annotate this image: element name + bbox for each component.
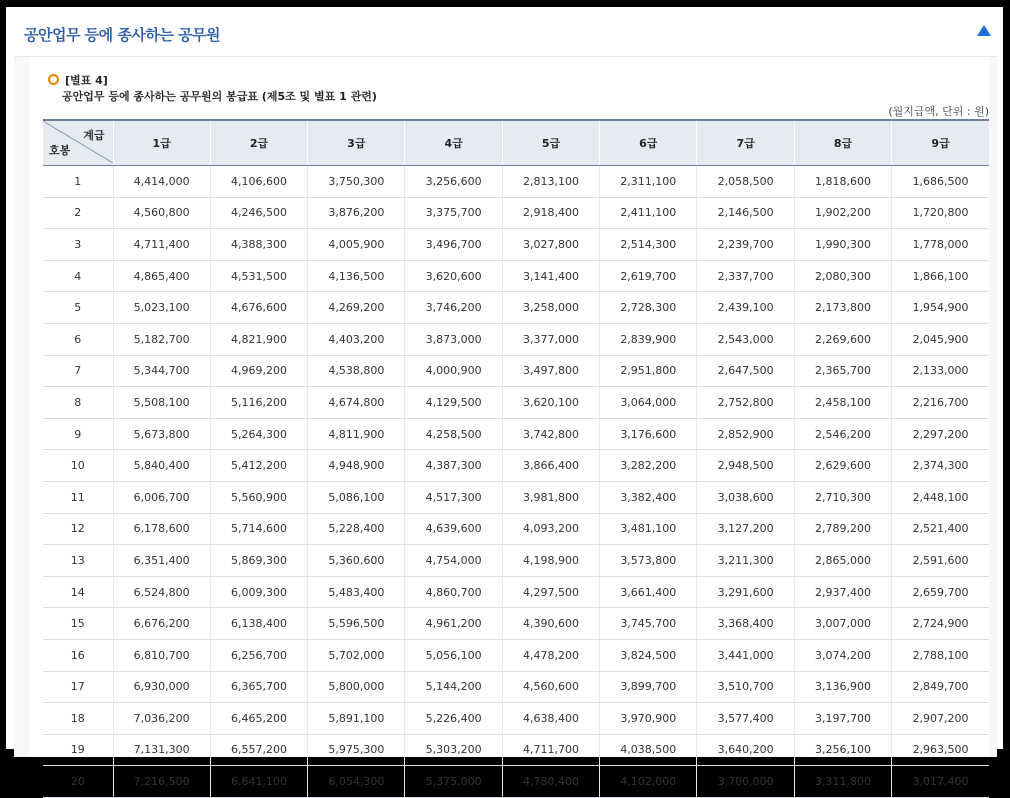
salary-cell: 3,074,200: [794, 639, 891, 671]
step-cell: 17: [43, 671, 113, 703]
salary-cell: 4,478,200: [502, 639, 599, 671]
section-title: 공안업무 등에 종사하는 공무원: [24, 26, 221, 44]
step-cell: 14: [43, 576, 113, 608]
step-cell: 16: [43, 639, 113, 671]
salary-cell: 3,746,200: [405, 292, 502, 324]
salary-cell: 3,573,800: [600, 545, 697, 577]
grade-header-cell: 2급: [210, 120, 307, 166]
step-cell: 11: [43, 481, 113, 513]
salary-cell: 2,963,500: [892, 734, 989, 766]
table-row: [43, 576, 989, 608]
salary-cell: 4,676,600: [210, 292, 307, 324]
salary-cell: 4,106,600: [210, 166, 307, 198]
table-row: [43, 639, 989, 671]
salary-cell: 2,239,700: [697, 229, 794, 261]
salary-cell: 3,745,700: [600, 608, 697, 640]
salary-cell: 3,256,100: [794, 734, 891, 766]
step-cell: 15: [43, 608, 113, 640]
salary-cell: 5,412,200: [210, 450, 307, 482]
salary-cell: 6,524,800: [113, 576, 210, 608]
salary-cell: 2,045,900: [892, 323, 989, 355]
salary-cell: 3,824,500: [600, 639, 697, 671]
salary-cell: 3,496,700: [405, 229, 502, 261]
salary-cell: 2,058,500: [697, 166, 794, 198]
salary-cell: 4,560,600: [502, 671, 599, 703]
table-row: [43, 766, 989, 798]
salary-cell: 1,778,000: [892, 229, 989, 261]
salary-cell: 5,023,100: [113, 292, 210, 324]
salary-cell: 5,891,100: [308, 703, 405, 735]
salary-cell: 6,465,200: [210, 703, 307, 735]
salary-cell: 4,711,400: [113, 229, 210, 261]
salary-cell: 6,009,300: [210, 576, 307, 608]
salary-cell: 5,144,200: [405, 671, 502, 703]
table-row: [43, 608, 989, 640]
table-row: [43, 166, 989, 198]
table-row: [43, 545, 989, 577]
salary-cell: 2,724,900: [892, 608, 989, 640]
salary-cell: 2,216,700: [892, 387, 989, 419]
salary-cell: 4,129,500: [405, 387, 502, 419]
salary-cell: 2,907,200: [892, 703, 989, 735]
salary-cell: 2,629,600: [794, 450, 891, 482]
salary-cell: 4,711,700: [502, 734, 599, 766]
salary-cell: 5,714,600: [210, 513, 307, 545]
salary-cell: 2,365,700: [794, 355, 891, 387]
salary-cell: 5,264,300: [210, 418, 307, 450]
salary-cell: 2,411,100: [600, 197, 697, 229]
salary-cell: 6,006,700: [113, 481, 210, 513]
corner-grade-label: 계급: [83, 129, 105, 142]
salary-cell: 6,256,700: [210, 639, 307, 671]
salary-cell: 3,211,300: [697, 545, 794, 577]
bullet-circle-icon: [48, 74, 59, 85]
salary-cell: 3,620,600: [405, 260, 502, 292]
salary-cell: 2,173,800: [794, 292, 891, 324]
salary-cell: 4,560,800: [113, 197, 210, 229]
salary-cell: 4,269,200: [308, 292, 405, 324]
salary-cell: 3,377,000: [502, 323, 599, 355]
section-content: [14, 57, 997, 789]
salary-cell: 3,899,700: [600, 671, 697, 703]
salary-cell: 4,860,700: [405, 576, 502, 608]
salary-cell: 5,800,000: [308, 671, 405, 703]
salary-cell: 5,508,100: [113, 387, 210, 419]
salary-cell: 3,382,400: [600, 481, 697, 513]
salary-cell: 4,038,500: [600, 734, 697, 766]
salary-cell: 2,514,300: [600, 229, 697, 261]
salary-cell: 1,818,600: [794, 166, 891, 198]
caption-description: 공안업무 등에 종사하는 공무원의 봉급표 (제5조 및 별표 1 관련): [62, 90, 377, 103]
salary-cell: 5,086,100: [308, 481, 405, 513]
salary-cell: 2,865,000: [794, 545, 891, 577]
salary-cell: 1,866,100: [892, 260, 989, 292]
grade-header-cell: 7급: [697, 120, 794, 166]
salary-cell: 5,344,700: [113, 355, 210, 387]
salary-cell: 4,638,400: [502, 703, 599, 735]
table-row: [43, 703, 989, 735]
salary-cell: 5,360,600: [308, 545, 405, 577]
salary-cell: 5,226,400: [405, 703, 502, 735]
grade-header-cell: 8급: [794, 120, 891, 166]
salary-cell: 2,146,500: [697, 197, 794, 229]
salary-cell: 5,975,300: [308, 734, 405, 766]
salary-cell: 3,282,200: [600, 450, 697, 482]
salary-cell: 3,577,400: [697, 703, 794, 735]
salary-cell: 2,337,700: [697, 260, 794, 292]
salary-table: [43, 119, 989, 798]
page-frame: [6, 7, 1003, 789]
salary-cell: 2,789,200: [794, 513, 891, 545]
salary-cell: 3,700,000: [697, 766, 794, 798]
caption-tag: [별표 4]: [65, 74, 108, 87]
salary-cell: 2,269,600: [794, 323, 891, 355]
salary-cell: 2,948,500: [697, 450, 794, 482]
salary-cell: 3,311,800: [794, 766, 891, 798]
salary-cell: 4,948,900: [308, 450, 405, 482]
salary-cell: 3,750,300: [308, 166, 405, 198]
salary-cell: 2,448,100: [892, 481, 989, 513]
corner-header-cell: [43, 120, 113, 166]
salary-cell: 5,483,400: [308, 576, 405, 608]
salary-cell: 2,813,100: [502, 166, 599, 198]
salary-cell: 2,374,300: [892, 450, 989, 482]
salary-cell: 4,969,200: [210, 355, 307, 387]
unit-note: (월지급액, 단위 : 원): [888, 105, 989, 118]
salary-cell: 4,390,600: [502, 608, 599, 640]
salary-cell: 3,127,200: [697, 513, 794, 545]
salary-cell: 2,521,400: [892, 513, 989, 545]
salary-cell: 5,303,200: [405, 734, 502, 766]
header-row: [43, 120, 989, 166]
salary-cell: 4,811,900: [308, 418, 405, 450]
salary-cell: 2,752,800: [697, 387, 794, 419]
salary-cell: 3,368,400: [697, 608, 794, 640]
salary-cell: 5,228,400: [308, 513, 405, 545]
salary-cell: 3,027,800: [502, 229, 599, 261]
salary-cell: 2,439,100: [697, 292, 794, 324]
salary-cell: 7,131,300: [113, 734, 210, 766]
salary-cell: 3,510,700: [697, 671, 794, 703]
salary-cell: 6,557,200: [210, 734, 307, 766]
salary-cell: 2,951,800: [600, 355, 697, 387]
salary-cell: 3,876,200: [308, 197, 405, 229]
salary-cell: 4,136,500: [308, 260, 405, 292]
step-cell: 1: [43, 166, 113, 198]
salary-cell: 5,673,800: [113, 418, 210, 450]
table-row: [43, 292, 989, 324]
salary-cell: 1,954,900: [892, 292, 989, 324]
salary-cell: 5,056,100: [405, 639, 502, 671]
salary-cell: 2,297,200: [892, 418, 989, 450]
salary-cell: 3,481,100: [600, 513, 697, 545]
step-cell: 7: [43, 355, 113, 387]
salary-cell: 3,970,900: [600, 703, 697, 735]
salary-cell: 3,497,800: [502, 355, 599, 387]
step-cell: 12: [43, 513, 113, 545]
table-panel: [29, 57, 989, 789]
salary-cell: 4,093,200: [502, 513, 599, 545]
step-cell: 2: [43, 197, 113, 229]
salary-cell: 5,560,900: [210, 481, 307, 513]
salary-cell: 7,036,200: [113, 703, 210, 735]
table-row: [43, 671, 989, 703]
table-row: [43, 323, 989, 355]
salary-cell: 5,375,000: [405, 766, 502, 798]
salary-cell: 3,007,000: [794, 608, 891, 640]
step-cell: 18: [43, 703, 113, 735]
salary-cell: 4,821,900: [210, 323, 307, 355]
salary-cell: 4,865,400: [113, 260, 210, 292]
salary-cell: 1,686,500: [892, 166, 989, 198]
salary-cell: 3,197,700: [794, 703, 891, 735]
salary-cell: 3,742,800: [502, 418, 599, 450]
salary-cell: 2,849,700: [892, 671, 989, 703]
salary-cell: 4,387,300: [405, 450, 502, 482]
salary-cell: 6,365,700: [210, 671, 307, 703]
salary-cell: 3,291,600: [697, 576, 794, 608]
salary-cell: 3,258,000: [502, 292, 599, 324]
salary-cell: 6,178,600: [113, 513, 210, 545]
salary-cell: 6,138,400: [210, 608, 307, 640]
grade-header-cell: 1급: [113, 120, 210, 166]
table-row: [43, 481, 989, 513]
salary-cell: 2,647,500: [697, 355, 794, 387]
salary-cell: 4,538,800: [308, 355, 405, 387]
salary-cell: 6,930,000: [113, 671, 210, 703]
table-row: [43, 513, 989, 545]
salary-cell: 4,102,000: [600, 766, 697, 798]
salary-cell: 2,591,600: [892, 545, 989, 577]
salary-cell: 7,216,500: [113, 766, 210, 798]
salary-cell: 4,639,600: [405, 513, 502, 545]
salary-cell: 6,351,400: [113, 545, 210, 577]
table-row: [43, 734, 989, 766]
salary-cell: 1,720,800: [892, 197, 989, 229]
caption-tag-line: [48, 72, 108, 88]
salary-cell: 4,674,800: [308, 387, 405, 419]
salary-cell: 4,258,500: [405, 418, 502, 450]
salary-cell: 1,902,200: [794, 197, 891, 229]
step-cell: 19: [43, 734, 113, 766]
step-cell: 8: [43, 387, 113, 419]
salary-cell: 2,546,200: [794, 418, 891, 450]
salary-cell: 2,788,100: [892, 639, 989, 671]
step-cell: 10: [43, 450, 113, 482]
salary-cell: 4,198,900: [502, 545, 599, 577]
step-cell: 3: [43, 229, 113, 261]
salary-cell: 3,640,200: [697, 734, 794, 766]
salary-cell: 4,000,900: [405, 355, 502, 387]
salary-cell: 4,531,500: [210, 260, 307, 292]
grade-header-cell: 5급: [502, 120, 599, 166]
salary-cell: 5,869,300: [210, 545, 307, 577]
table-row: [43, 260, 989, 292]
salary-cell: 6,054,300: [308, 766, 405, 798]
step-cell: 5: [43, 292, 113, 324]
table-body: [43, 166, 989, 798]
salary-cell: 4,388,300: [210, 229, 307, 261]
salary-cell: 3,176,600: [600, 418, 697, 450]
salary-cell: 3,064,000: [600, 387, 697, 419]
salary-cell: 3,873,000: [405, 323, 502, 355]
salary-cell: 1,990,300: [794, 229, 891, 261]
salary-cell: 6,641,100: [210, 766, 307, 798]
salary-cell: 3,038,600: [697, 481, 794, 513]
salary-cell: 2,311,100: [600, 166, 697, 198]
salary-cell: 4,246,500: [210, 197, 307, 229]
step-cell: 20: [43, 766, 113, 798]
salary-cell: 4,403,200: [308, 323, 405, 355]
salary-cell: 4,005,900: [308, 229, 405, 261]
step-cell: 6: [43, 323, 113, 355]
table-row: [43, 387, 989, 419]
salary-cell: 5,116,200: [210, 387, 307, 419]
salary-cell: 2,937,400: [794, 576, 891, 608]
table-row: [43, 197, 989, 229]
salary-cell: 3,256,600: [405, 166, 502, 198]
salary-cell: 3,981,800: [502, 481, 599, 513]
salary-cell: 2,918,400: [502, 197, 599, 229]
salary-cell: 2,659,700: [892, 576, 989, 608]
salary-cell: 4,297,500: [502, 576, 599, 608]
salary-cell: 2,080,300: [794, 260, 891, 292]
salary-cell: 4,517,300: [405, 481, 502, 513]
salary-cell: 2,619,700: [600, 260, 697, 292]
step-cell: 13: [43, 545, 113, 577]
table-row: [43, 355, 989, 387]
grade-header-cell: 3급: [308, 120, 405, 166]
salary-cell: 6,810,700: [113, 639, 210, 671]
grade-header-cell: 9급: [892, 120, 989, 166]
salary-cell: 3,620,100: [502, 387, 599, 419]
salary-cell: 2,839,900: [600, 323, 697, 355]
salary-cell: 4,961,200: [405, 608, 502, 640]
step-cell: 9: [43, 418, 113, 450]
salary-cell: 3,661,400: [600, 576, 697, 608]
salary-cell: 5,182,700: [113, 323, 210, 355]
salary-cell: 2,728,300: [600, 292, 697, 324]
salary-cell: 6,676,200: [113, 608, 210, 640]
corner-step-label: 호봉: [49, 144, 71, 157]
salary-cell: 2,852,900: [697, 418, 794, 450]
salary-cell: 4,754,000: [405, 545, 502, 577]
step-cell: 4: [43, 260, 113, 292]
grade-header-cell: 4급: [405, 120, 502, 166]
salary-cell: 3,441,000: [697, 639, 794, 671]
salary-cell: 4,414,000: [113, 166, 210, 198]
section-header[interactable]: [14, 11, 997, 57]
salary-cell: 3,141,400: [502, 260, 599, 292]
collapse-up-icon[interactable]: [977, 25, 991, 36]
salary-cell: 3,866,400: [502, 450, 599, 482]
salary-cell: 5,596,500: [308, 608, 405, 640]
salary-cell: 5,840,400: [113, 450, 210, 482]
salary-cell: 2,458,100: [794, 387, 891, 419]
table-row: [43, 418, 989, 450]
salary-cell: 3,136,900: [794, 671, 891, 703]
salary-cell: 2,710,300: [794, 481, 891, 513]
salary-cell: 4,780,400: [502, 766, 599, 798]
salary-cell: 3,017,400: [892, 766, 989, 798]
table-row: [43, 229, 989, 261]
grade-header-cell: 6급: [600, 120, 697, 166]
salary-cell: 3,375,700: [405, 197, 502, 229]
salary-cell: 2,133,000: [892, 355, 989, 387]
salary-cell: 5,702,000: [308, 639, 405, 671]
table-row: [43, 450, 989, 482]
salary-cell: 2,543,000: [697, 323, 794, 355]
